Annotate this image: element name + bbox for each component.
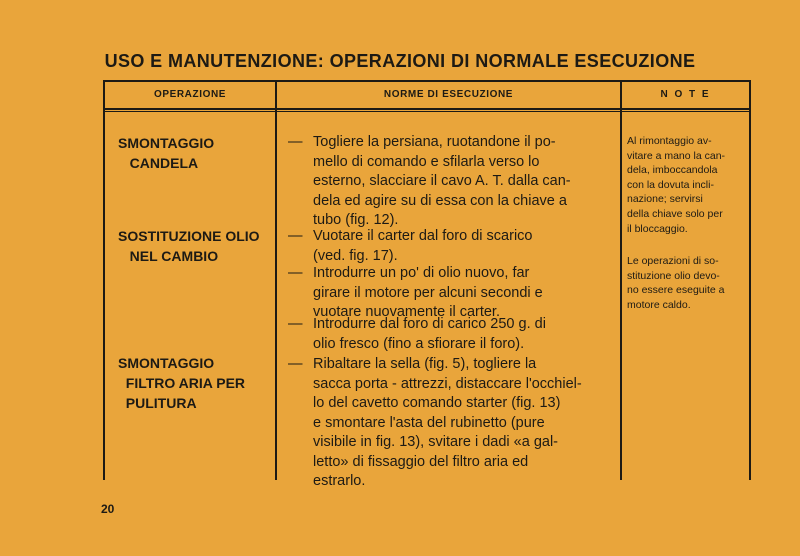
dash-marker: — [288,228,303,244]
rule-item [288,133,608,231]
operation-title: SMONTAGGIO CANDELA [118,135,215,171]
rule-item [288,355,608,492]
dash-marker: — [288,356,303,372]
operation-title: SOSTITUZIONE OLIO NEL CAMBIO [118,228,260,264]
header-bottom-border-inner [103,111,751,112]
note-text: Le operazioni di so- stituzione olio devo- no essere eseguite a motore caldo. [627,255,725,311]
rule-text: Ribaltare la sella (fig. 5), togliere la sacca porta - attrezzi, distaccare l'occhiel- lo del cavetto comando starter (fig. 13) e smontare l'asta del rubinetto (pure visibile in fig. 13), svitare i dadi «a gal- letto» di fissaggio del filtro aria ed estrarlo. [313,356,582,489]
table-top-border [103,80,751,82]
dash-marker: — [288,316,303,332]
header-operation: OPERAZIONE [153,89,227,100]
rule-text: Introdurre un po' di olio nuovo, far girare il motore per alcuni secondi e vuotare nuovamente il carter. [313,265,543,320]
header-bottom-border [103,108,751,110]
rule-text: Introdurre dal foro di carico 250 g. di olio fresco (fino a sfiorare il foro). [313,316,546,352]
page-title: USO E MANUTENZIONE: OPERAZIONI DI NORMALE ESECUZIONE [104,51,696,71]
header-notes: N O T E [660,89,711,100]
rule-item [288,315,608,354]
table-right-border [749,80,751,480]
column-divider-1 [275,80,277,480]
note-text: Al rimontaggio av- vitare a mano la can- dela, imboccandola con la dovuta incli- nazione; servirsi della chiave solo per il bloccaggio. [627,135,726,235]
rule-item [288,227,608,266]
header-rules: NORME DI ESECUZIONE [383,89,514,100]
rule-item [288,264,608,323]
column-divider-2 [620,80,622,480]
dash-marker: — [288,134,303,150]
rule-text: Vuotare il carter dal foro di scarico (ved. fig. 17). [313,228,533,264]
operation-title: SMONTAGGIO FILTRO ARIA PER PULITURA [118,355,246,411]
table-left-border [103,80,105,480]
page-number: 20 [101,502,115,516]
dash-marker: — [288,265,303,281]
rule-text: Togliere la persiana, ruotandone il po- mello di comando e sfilarla verso lo esterno, slacciare il cavo A. T. dalla can- dela ed agire su di essa con la chiave a tubo (fig. 12). [313,134,571,228]
